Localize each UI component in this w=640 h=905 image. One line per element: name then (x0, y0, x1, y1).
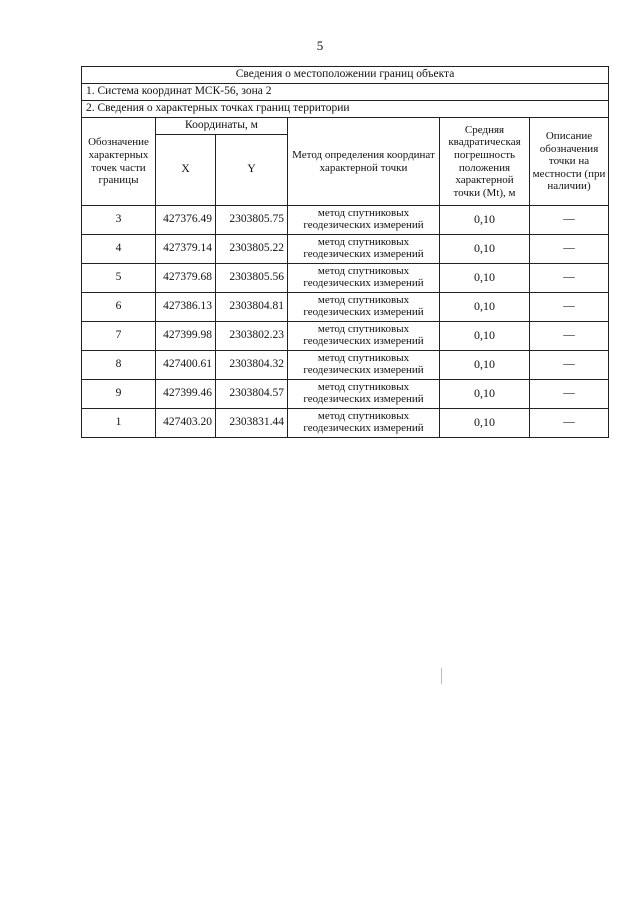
header-method: Метод определения координат характерной точки (288, 118, 440, 206)
method-cell: метод спутниковых геодезических измерений (288, 409, 440, 438)
table-row (82, 322, 609, 351)
y-cell: 2303831.44 (216, 409, 288, 438)
y-cell: 2303802.23 (216, 322, 288, 351)
description-cell: — (530, 206, 609, 235)
error-cell: 0,10 (440, 351, 530, 380)
y-cell: 2303804.81 (216, 293, 288, 322)
header-error: Средняя квадратическая погрешность положения характерной точки (Mt), м (440, 118, 530, 206)
method-cell: метод спутниковых геодезических измерений (288, 264, 440, 293)
description-cell: — (530, 293, 609, 322)
y-cell: 2303804.57 (216, 380, 288, 409)
description-cell: — (530, 322, 609, 351)
error-cell: 0,10 (440, 322, 530, 351)
table-row (82, 264, 609, 293)
error-cell: 0,10 (440, 206, 530, 235)
table-row (82, 293, 609, 322)
x-cell: 427403.20 (156, 409, 216, 438)
method-cell: метод спутниковых геодезических измерений (288, 293, 440, 322)
x-cell: 427379.14 (156, 235, 216, 264)
description-cell: — (530, 409, 609, 438)
table-row (82, 409, 609, 438)
method-cell: метод спутниковых геодезических измерений (288, 380, 440, 409)
point-cell: 1 (82, 409, 156, 438)
scan-mark (441, 668, 442, 684)
x-cell: 427379.68 (156, 264, 216, 293)
table-row (82, 206, 609, 235)
header-y: Y (216, 135, 288, 206)
coordinate-system-section: 1. Система координат МСК-56, зона 2 (82, 84, 609, 101)
method-cell: метод спутниковых геодезических измерений (288, 235, 440, 264)
description-cell: — (530, 264, 609, 293)
y-cell: 2303804.32 (216, 351, 288, 380)
x-cell: 427399.46 (156, 380, 216, 409)
point-cell: 9 (82, 380, 156, 409)
header-coordinates: Координаты, м (156, 118, 288, 135)
table-title: Сведения о местоположении границ объекта (82, 67, 609, 84)
point-cell: 3 (82, 206, 156, 235)
method-cell: метод спутниковых геодезических измерений (288, 322, 440, 351)
points-section: 2. Сведения о характерных точках границ территории (82, 101, 609, 118)
page-number: 5 (316, 38, 324, 53)
boundary-coordinates-table (81, 66, 609, 438)
x-cell: 427400.61 (156, 351, 216, 380)
point-cell: 8 (82, 351, 156, 380)
table-row (82, 380, 609, 409)
error-cell: 0,10 (440, 235, 530, 264)
x-cell: 427376.49 (156, 206, 216, 235)
description-cell: — (530, 380, 609, 409)
x-cell: 427399.98 (156, 322, 216, 351)
error-cell: 0,10 (440, 264, 530, 293)
point-cell: 7 (82, 322, 156, 351)
description-cell: — (530, 235, 609, 264)
header-point: Обозначение характерных точек части границы (82, 118, 156, 206)
error-cell: 0,10 (440, 380, 530, 409)
table-row (82, 351, 609, 380)
table-row (82, 235, 609, 264)
x-cell: 427386.13 (156, 293, 216, 322)
y-cell: 2303805.56 (216, 264, 288, 293)
method-cell: метод спутниковых геодезических измерений (288, 351, 440, 380)
error-cell: 0,10 (440, 409, 530, 438)
point-cell: 5 (82, 264, 156, 293)
method-cell: метод спутниковых геодезических измерений (288, 206, 440, 235)
point-cell: 6 (82, 293, 156, 322)
header-x: X (156, 135, 216, 206)
point-cell: 4 (82, 235, 156, 264)
y-cell: 2303805.75 (216, 206, 288, 235)
description-cell: — (530, 351, 609, 380)
header-description: Описание обозначения точки на местности (при наличии) (530, 118, 609, 206)
error-cell: 0,10 (440, 293, 530, 322)
y-cell: 2303805.22 (216, 235, 288, 264)
